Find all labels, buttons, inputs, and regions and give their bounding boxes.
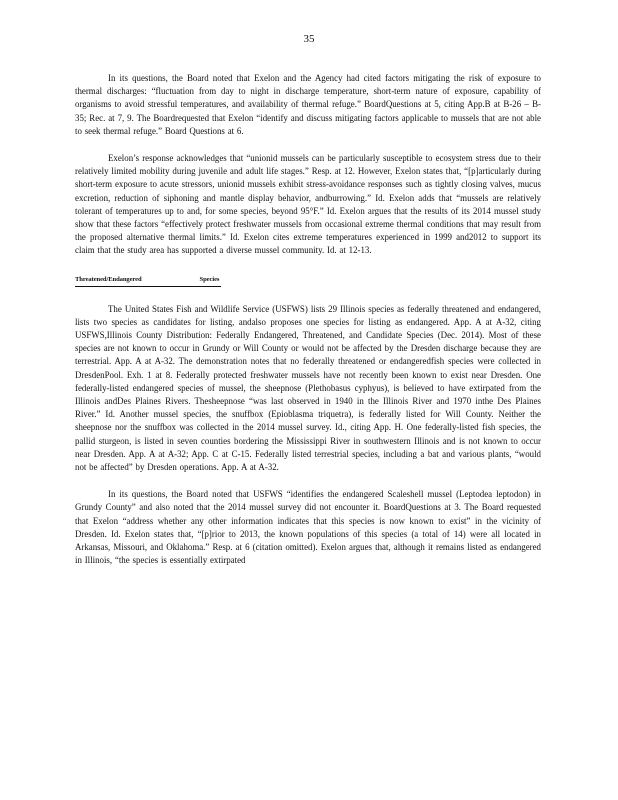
paragraph-usfws-listing: The United States Fish and Wildlife Service (USFWS) lists 29 Illinois species as federally threatened and endangered, lists two species as candidates for listing, andalso proposes one species for listing as endangered. App. A at A-32, citing USFWS,Illinois County Distribution: Federally Endangered, Threatened, and Candidate Species (Dec. 2014). Most of these species are not known to occur in Grundy or Will County or would not be affected by the Dresden discharge because they are terrestrial. App. A at A-32. The demonstration notes that no federally threatened or endangeredfish species were collected in DresdenPool. Exh. 1 at 8. Federally protected freshwater mussels have not recently been known to exist near Dresden. One federally-listed endangered species of mussel, the sheepnose (Plethobasus cyphyus), is believed to have extirpated from the Illinois andDes Plaines Rivers. Thesheepnose “was last observed in 1940 in the Illinois River and 1970 inthe Des Plaines River.” Id. Another mussel species, the snuffbox (Epioblasma triquetra), is federally listed for Will County. Neither the sheepnose nor the snuffbox was collected in the 2014 mussel survey. Id., citing App. H. One federally-listed fish species, the pallid sturgeon, is listed in seven counties bordering the Mississippi River in southwestern Illinois and is not known to occur near Dresden. App. A at A-32; App. C at C-15. Federally listed terrestrial species, including a bat and various plants, “would not be affected” by Dresden operations. App. A at A-32. [75, 303, 541, 473]
paragraph-scaleshell-mussel: In its questions, the Board noted that USFWS “identifies the endangered Scaleshell mussel (Leptodea leptodon) in Grundy County” and also noted that the 2014 mussel survey did not encounter it. BoardQuestions at 3. The Board requested that Exelon “address whether any other information indicates that this species is now known to exist” in the vicinity of Dresden. Id. Exelon states that, “[p]rior to 2013, the known populations of this species (a total of 14) were all located in Arkansas, Missouri, and Oklahoma.” Resp. at 6 (citation omitted). Exelon argues that, although it remains listed as endangered in Illinois, “the species is essentially extirpated [75, 489, 541, 566]
paragraph-board-questions-thermal: In its questions, the Board noted that Exelon and the Agency had cited factors mitigating the risk of exposure to thermal discharges: “fluctuation from day to night in discharge temperature, short-term nature of exposure, capability of organisms to avoid stressful temperatures, and availability of thermal refuge.” BoardQuestions at 5, citing App.B at B-26 – B-35; Rec. at 7, 9. The Boardrequested that Exelon “identify and discuss mitigating factors applicable to mussels that are not able to seek thermal refuge.” Board Questions at 6. [75, 73, 541, 136]
paragraph-exelon-response: Exelon’s response acknowledges that “unionid mussels can be particularly susceptible to ecosystem stress due to their relatively limited mobility during juvenile and adult life stages.” Resp. at 12. However, Exelon states that, “[p]articularly during short-term exposure to acute stressors, unionid mussels exhibit stress-avoidance responses such as tightly closing valves, mucus excretion, reduction of siphoning and mantle display behavior, andburrowing.” Id. Exelon adds that “mussels are relatively tolerant of temperatures up to and, for some species, beyond 95°F.” Id. Exelon argues that the results of its 2014 mussel study show that these factors “effectively protect freshwater mussels from occasional extreme thermal conditions that may result from the proposed alternative thermal limits.” Id. Exelon cites extreme temperatures experienced in 1999 and2012 to support its claim that the study area has supported a diverse mussel community. Id. at 12-13. [75, 153, 541, 256]
section-heading-threatened-endangered: Threatened/Endangered Species [75, 274, 541, 287]
document-body [75, 72, 541, 568]
page-number: 35 [303, 33, 315, 45]
